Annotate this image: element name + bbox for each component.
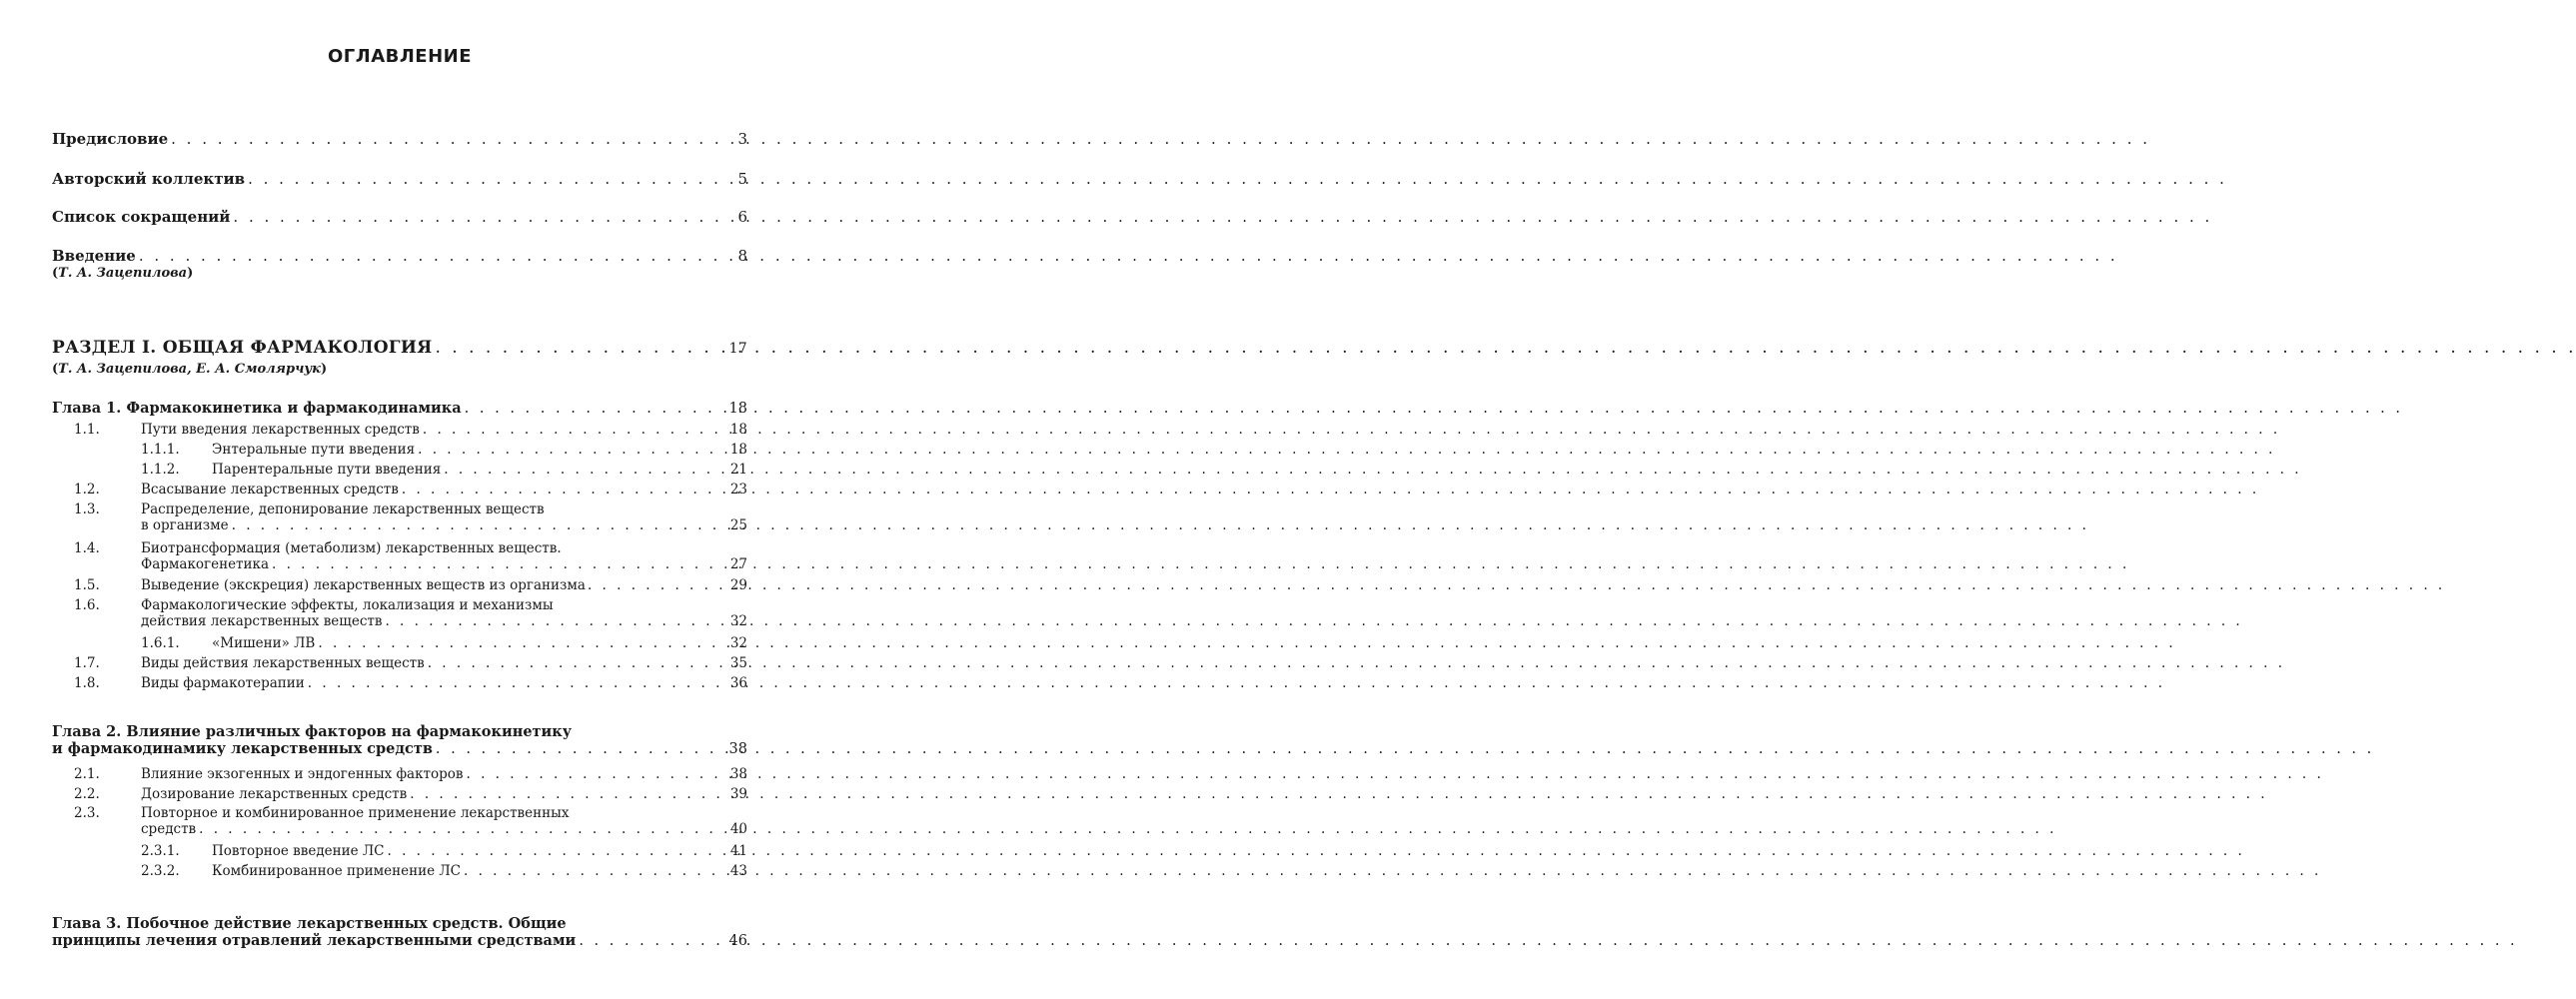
chapter-title-line1: Глава 2. Влияние различных факторов на фармакокинетику bbox=[52, 723, 573, 740]
toc-entry-preface[interactable] bbox=[52, 130, 747, 148]
chapter-title-line1: Глава 3. Побочное действие лекарственных средств. Общие bbox=[52, 915, 567, 932]
item-number: 1.5. bbox=[74, 577, 100, 593]
toc-item-2-2[interactable] bbox=[52, 786, 747, 802]
author-names: Т. А. Зацепилова, Е. А. Смолярчук bbox=[58, 362, 321, 377]
item-number: 2.2. bbox=[74, 786, 100, 802]
toc-entry-authors[interactable] bbox=[52, 170, 747, 188]
toc-chapter-2[interactable] bbox=[52, 723, 747, 757]
page-number: 8 bbox=[737, 247, 747, 265]
item-title: «Мишени» ЛВ bbox=[212, 635, 316, 651]
toc-item-1-1-1[interactable] bbox=[52, 442, 747, 458]
toc-item-1-6-1[interactable] bbox=[52, 635, 747, 651]
page-number: 32 bbox=[729, 635, 747, 651]
item-title-line2: в организме bbox=[141, 517, 229, 533]
item-title-line1: Повторное и комбинированное применение лекарственных bbox=[141, 805, 570, 821]
entry-title: Предисловие bbox=[52, 130, 169, 148]
dot-leader bbox=[233, 208, 723, 226]
section-author: (Т. А. Зацепилова, Е. А. Смолярчук) bbox=[52, 362, 328, 377]
item-title-line1: Биотрансформация (метаболизм) лекарственных веществ. bbox=[141, 540, 562, 556]
toc-chapter-1[interactable] bbox=[52, 400, 747, 417]
page-number: 29 bbox=[729, 577, 747, 593]
page-title: ОГЛАВЛЕНИЕ bbox=[327, 46, 473, 67]
dot-leader bbox=[272, 556, 723, 572]
dot-leader bbox=[199, 821, 723, 837]
page-number: 46 bbox=[728, 933, 747, 949]
dot-leader bbox=[410, 786, 723, 802]
toc-item-2-3-2[interactable] bbox=[52, 863, 747, 879]
page-number: 39 bbox=[729, 786, 747, 802]
page-number: 21 bbox=[729, 462, 747, 478]
item-number: 1.1.2. bbox=[141, 462, 180, 478]
item-title: Виды фармакотерапии bbox=[141, 675, 305, 691]
entry-author: (Т. А. Зацепилова) bbox=[52, 266, 194, 281]
page-number: 17 bbox=[728, 341, 747, 357]
page-number: 38 bbox=[728, 741, 747, 757]
toc-item-1-3[interactable] bbox=[52, 501, 747, 533]
item-title: Влияние экзогенных и эндогенных факторов bbox=[141, 766, 464, 782]
toc-item-1-1[interactable] bbox=[52, 422, 747, 438]
item-number: 1.1. bbox=[74, 422, 100, 438]
page-number: 3 bbox=[737, 130, 747, 148]
chapter-title: Глава 1. Фармакокинетика и фармакодинамика bbox=[52, 400, 462, 417]
item-number: 2.3.2. bbox=[141, 863, 180, 879]
item-title: Повторное введение ЛС bbox=[212, 843, 385, 859]
item-number: 1.3. bbox=[74, 501, 100, 517]
page-number: 18 bbox=[728, 401, 747, 417]
page-number: 32 bbox=[729, 613, 747, 629]
item-number: 1.8. bbox=[74, 675, 100, 691]
dot-leader bbox=[418, 442, 723, 458]
entry-title: Авторский коллектив bbox=[52, 170, 246, 188]
section-title: РАЗДЕЛ I. ОБЩАЯ ФАРМАКОЛОГИЯ bbox=[52, 338, 433, 358]
page-number: 18 bbox=[729, 422, 747, 438]
toc-item-2-3[interactable] bbox=[52, 805, 747, 837]
item-title: Пути введения лекарственных средств bbox=[141, 422, 420, 438]
dot-leader bbox=[385, 613, 723, 629]
toc-item-1-5[interactable] bbox=[52, 577, 747, 593]
toc-item-1-7[interactable] bbox=[52, 655, 747, 671]
dot-leader bbox=[444, 462, 723, 478]
toc-entry-introduction[interactable] bbox=[52, 247, 747, 281]
toc-item-1-8[interactable] bbox=[52, 675, 747, 691]
item-number: 1.6.1. bbox=[141, 635, 180, 651]
dot-leader bbox=[465, 401, 723, 417]
dot-leader bbox=[588, 577, 721, 593]
page-number: 43 bbox=[729, 863, 747, 879]
chapter-title-line2: и фармакодинамику лекарственных средств bbox=[52, 740, 433, 757]
item-number: 2.3.1. bbox=[141, 843, 180, 859]
toc-item-1-2[interactable] bbox=[52, 482, 747, 498]
toc-item-1-4[interactable] bbox=[52, 540, 747, 572]
dot-leader bbox=[436, 338, 724, 358]
item-number: 2.1. bbox=[74, 766, 100, 782]
dot-leader bbox=[248, 170, 723, 188]
page-number: 38 bbox=[729, 766, 747, 782]
toc-entry-abbreviations[interactable] bbox=[52, 208, 747, 226]
dot-leader bbox=[318, 635, 723, 651]
item-title: Энтеральные пути введения bbox=[212, 442, 416, 458]
item-number: 1.1.1. bbox=[141, 442, 180, 458]
page-number: 41 bbox=[729, 843, 747, 859]
item-number: 1.2. bbox=[74, 482, 100, 498]
toc-chapter-3[interactable] bbox=[52, 915, 747, 949]
page-number: 36 bbox=[729, 675, 747, 691]
dot-leader bbox=[388, 843, 723, 859]
toc-section-1[interactable] bbox=[52, 338, 747, 358]
toc-item-1-6[interactable] bbox=[52, 597, 747, 629]
toc-item-2-3-1[interactable] bbox=[52, 843, 747, 859]
item-title-line1: Фармакологические эффекты, локализация и механизмы bbox=[141, 597, 554, 613]
page-number: 27 bbox=[729, 556, 747, 572]
dot-leader bbox=[579, 933, 723, 949]
dot-leader bbox=[171, 130, 723, 148]
page-number: 35 bbox=[729, 655, 747, 671]
toc-item-1-1-2[interactable] bbox=[52, 462, 747, 478]
chapter-title-line2: принципы лечения отравлений лекарственными средствами bbox=[52, 932, 577, 949]
author-names: Т. А. Зацепилова bbox=[58, 266, 188, 281]
item-number: 1.7. bbox=[74, 655, 100, 671]
item-title: Всасывание лекарственных средств bbox=[141, 482, 399, 498]
entry-title: Введение bbox=[52, 247, 136, 265]
dot-leader bbox=[436, 741, 723, 757]
item-title-line1: Распределение, депонирование лекарственных веществ bbox=[141, 501, 545, 517]
toc-item-2-1[interactable] bbox=[52, 766, 747, 782]
item-title-line2: Фармакогенетика bbox=[141, 556, 270, 572]
dot-leader bbox=[428, 655, 723, 671]
dot-leader bbox=[139, 247, 723, 265]
entry-title: Список сокращений bbox=[52, 208, 231, 226]
page-number: 5 bbox=[737, 170, 747, 188]
item-title-line2: средств bbox=[141, 821, 197, 837]
page-number: 25 bbox=[729, 517, 747, 533]
page-number: 6 bbox=[737, 208, 747, 226]
item-title: Выведение (экскреция) лекарственных веществ из организма bbox=[141, 577, 586, 593]
item-title: Виды действия лекарственных веществ bbox=[141, 655, 425, 671]
item-title: Дозирование лекарственных средств bbox=[141, 786, 408, 802]
page-number: 23 bbox=[729, 482, 747, 498]
dot-leader bbox=[467, 766, 724, 782]
item-title-line2: действия лекарственных веществ bbox=[141, 613, 383, 629]
page-number: 40 bbox=[729, 821, 747, 837]
item-number: 2.3. bbox=[74, 805, 100, 821]
dot-leader bbox=[423, 422, 723, 438]
dot-leader bbox=[464, 863, 723, 879]
dot-leader bbox=[402, 482, 723, 498]
item-title: Комбинированное применение ЛС bbox=[212, 863, 462, 879]
item-number: 1.4. bbox=[74, 540, 100, 556]
item-number: 1.6. bbox=[74, 597, 100, 613]
item-title: Парентеральные пути введения bbox=[212, 462, 442, 478]
dot-leader bbox=[232, 517, 723, 533]
dot-leader bbox=[308, 675, 723, 691]
page-number: 18 bbox=[729, 442, 747, 458]
